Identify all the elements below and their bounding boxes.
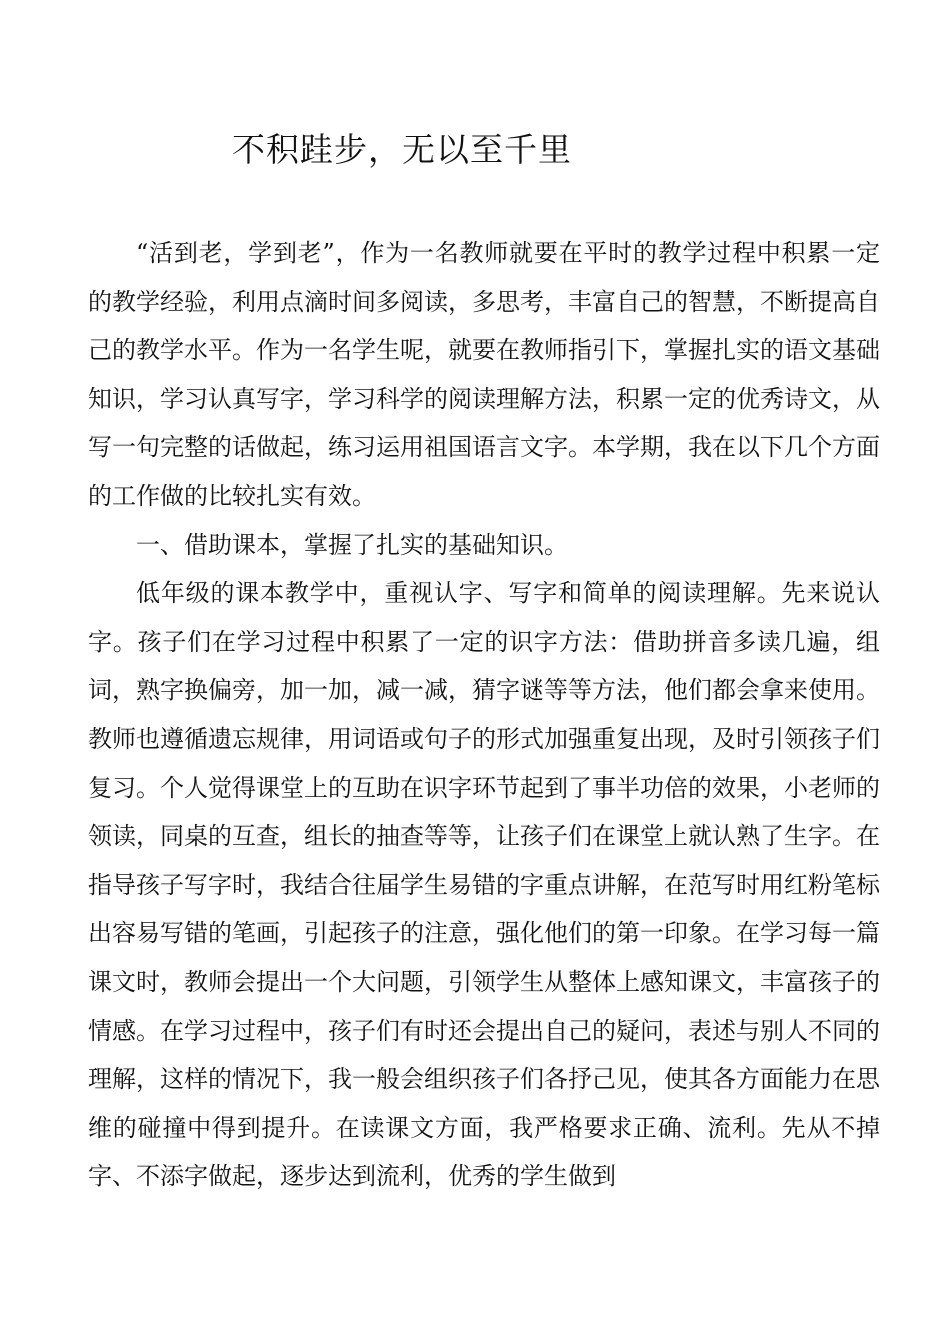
paragraph-intro: “活到老，学到老”，作为一名教师就要在平时的教学过程中积累一定的教学经验，利用点滴时间多阅读，多思考，丰富自己的智慧，不断提高自己的教学水平。作为一名学生呢，就要在教师指引下，掌握扎实的语文基础知识，学习认真写字，学习科学的阅读理解方法，积累一定的优秀诗文，从写一句完整的话做起，练习运用祖国语言文字。本学期，我在以下几个方面的工作做的比较扎实有效。 bbox=[88, 239, 880, 510]
document-title: 不积跬步，无以至千里 bbox=[232, 130, 572, 169]
document-body bbox=[88, 229, 880, 1201]
paragraph-section-1: 低年级的课本教学中，重视认字、写字和简单的阅读理解。先来说认字。孩子们在学习过程中积累了一定的识字方法：借助拼音多读几遍，组词，熟字换偏旁，加一加，减一减，猜字谜等等方法，他们都会拿来使用。教师也遵循遗忘规律，用词语或句子的形式加强重复出现，及时引领孩子们复习。个人觉得课堂上的互助在识字环节起到了事半功倍的效果，小老师的领读，同桌的互查，组长的抽查等等，让孩子们在课堂上就认熟了生字。在指导孩子写字时，我结合往届学生易错的字重点讲解，在范写时用红粉笔标出容易写错的笔画，引起孩子的注意，强化他们的第一印象。在学习每一篇课文时，教师会提出一个大问题，引领学生从整体上感知课文，丰富孩子的情感。在学习过程中，孩子们有时还会提出自己的疑问，表述与别人不同的理解，这样的情况下，我一般会组织孩子们各抒己见，使其各方面能力在思维的碰撞中得到提升。在读课文方面，我严格要求正确、流利。先从不掉字、不添字做起，逐步达到流利，优秀的学生做到 bbox=[88, 579, 880, 1191]
section-heading-1: 一、借助课本，掌握了扎实的基础知识。 bbox=[136, 530, 568, 559]
